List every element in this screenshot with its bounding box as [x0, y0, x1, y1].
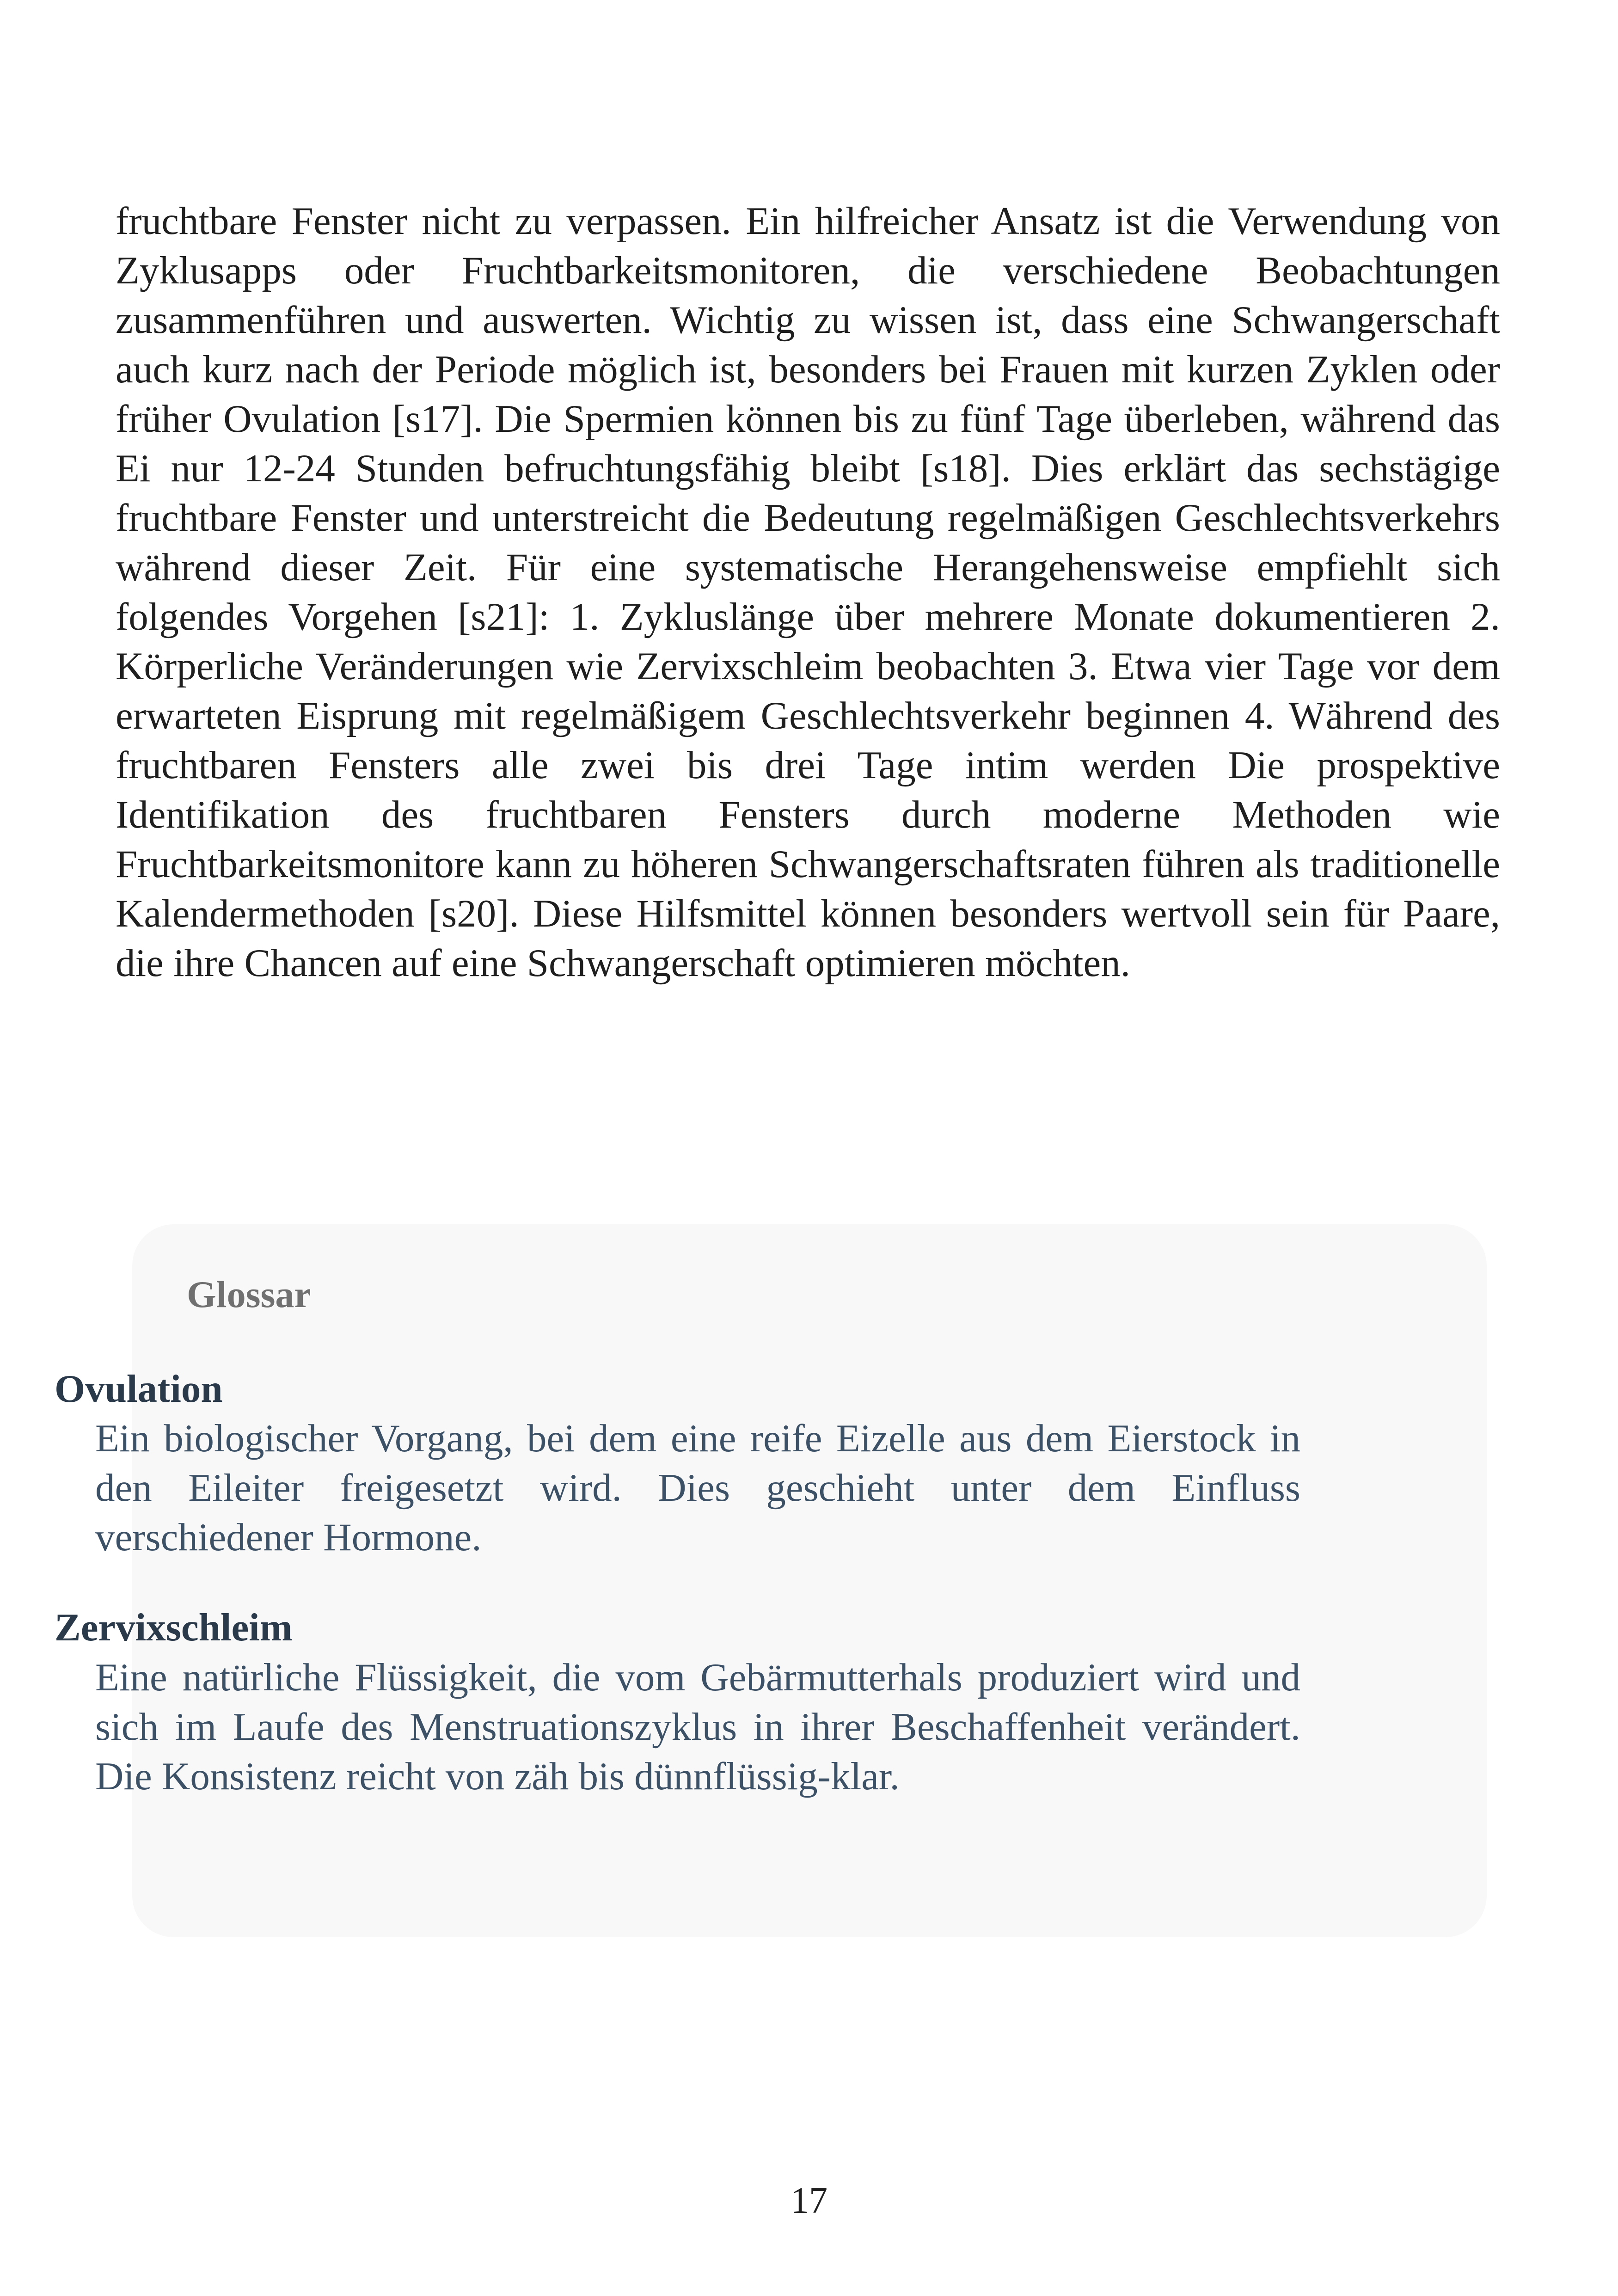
glossary-definition-ovulation: Ein biologischer Vorgang, bei dem eine reife Eizelle aus dem Eierstock in den Eileiter freigesetzt wird. Dies geschieht unter dem Einfluss verschiedener Hormone.: [95, 1417, 1300, 1559]
glossary-term-ovulation: Ovulation: [55, 1367, 223, 1411]
page-number: 17: [791, 2180, 827, 2221]
glossary-title: Glossar: [187, 1273, 311, 1315]
body-paragraph: fruchtbare Fenster nicht zu verpassen. Ein hilfreicher Ansatz ist die Verwendung von Zyklusapps oder Fruchtbarkeitsmonitoren, die verschiedene Beobachtungen zusammenführen und auswerten. Wichtig zu wissen ist, dass eine Schwangerschaft auch kurz nach der Periode möglich ist, besonders bei Frauen mit kurzen Zyklen oder früher Ovulation [s17]. Die Spermien können bis zu fünf Tage überleben, während das Ei nur 12-24 Stunden befruchtungsfähig bleibt [s18]. Dies erklärt das sechstägige fruchtbare Fenster und unterstreicht die Bedeutung regelmäßigen Geschlechtsverkehrs während dieser Zeit. Für eine systematische Herangehensweise empfiehlt sich folgendes Vorgehen [s21]: 1. Zykluslänge über mehrere Monate dokumentieren 2. Körperliche Veränderungen wie Zervixschleim beobachten 3. Etwa vier Tage vor dem erwarteten Eisprung mit regelmäßigem Geschlechtsverkehr beginnen 4. Während des fruchtbaren Fensters alle zwei bis drei Tage intim werden Die prospektive Identifikation des fruchtbaren Fensters durch moderne Methoden wie Fruchtbarkeitsmonitore kann zu höheren Schwangerschaftsraten führen als traditionelle Kalendermethoden [s20]. Diese Hilfsmittel können besonders wertvoll sein für Paare, die ihre Chancen auf eine Schwangerschaft optimieren möchten.: [116, 199, 1500, 985]
glossary-definition-zervixschleim: Eine natürliche Flüssigkeit, die vom Gebärmutterhals produziert wird und sich im Laufe des Menstruationszyklus in ihrer Beschaffenheit verändert. Die Konsistenz reicht von zäh bis dünnflüssig-klar.: [95, 1656, 1300, 1798]
glossary-term-zervixschleim: Zervixschleim: [55, 1606, 293, 1649]
glossary-box: [132, 1224, 1487, 1937]
